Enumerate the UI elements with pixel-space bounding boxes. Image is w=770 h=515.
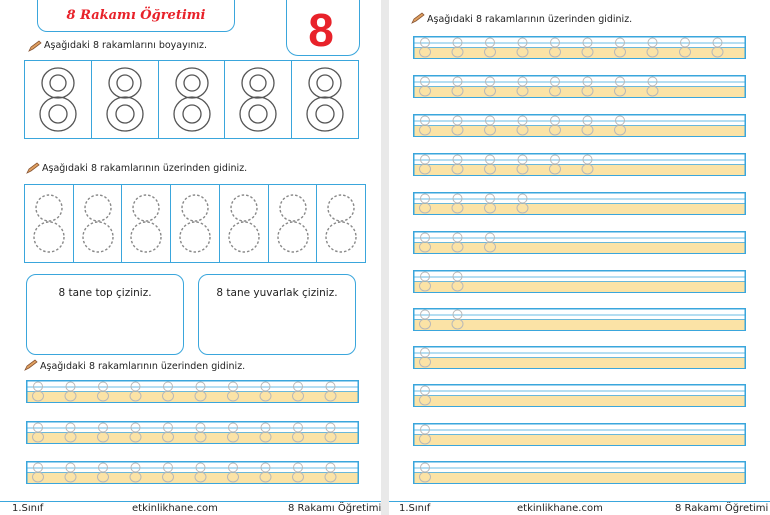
footer-right: 8 Rakamı Öğretimi bbox=[288, 503, 381, 514]
big-eight-row bbox=[24, 60, 359, 139]
instruction-trace-page2: Aşağıdaki 8 rakamlarının üzerinden gidiniz. bbox=[427, 14, 633, 25]
tracing-row[interactable] bbox=[26, 380, 359, 403]
instruction-trace-2: Aşağıdaki 8 rakamlarının üzerinden gidiniz. bbox=[40, 361, 246, 372]
tracing-row[interactable] bbox=[413, 270, 746, 293]
digit-display-box bbox=[286, 0, 360, 56]
tracing-row[interactable] bbox=[413, 384, 746, 407]
big-eight-cell[interactable] bbox=[25, 61, 92, 138]
big-eight-cell[interactable] bbox=[292, 61, 358, 138]
footer-left: 1.Sınıf bbox=[12, 503, 44, 514]
task-box-ball[interactable] bbox=[26, 274, 184, 355]
tracing-row[interactable] bbox=[413, 231, 746, 254]
big-eight-cell[interactable] bbox=[225, 61, 292, 138]
digit-display: 8 bbox=[308, 4, 334, 56]
footer-center: etkinlikhane.com bbox=[517, 503, 603, 514]
worksheet-page-2 bbox=[389, 0, 770, 515]
task-box-circle[interactable] bbox=[198, 274, 356, 355]
pencil-icon bbox=[24, 359, 38, 371]
pencil-icon bbox=[411, 12, 425, 24]
dotted-eight-cell[interactable] bbox=[171, 185, 220, 262]
dotted-eight-cell[interactable] bbox=[122, 185, 171, 262]
footer-right: 8 Rakamı Öğretimi bbox=[675, 503, 769, 514]
tracing-row[interactable] bbox=[413, 153, 746, 176]
worksheet-title bbox=[37, 0, 235, 32]
footer-divider bbox=[389, 501, 770, 502]
footer-divider bbox=[0, 501, 381, 502]
tracing-row[interactable] bbox=[26, 461, 359, 484]
pencil-icon bbox=[26, 162, 40, 174]
tracing-row[interactable] bbox=[413, 114, 746, 137]
tracing-row[interactable] bbox=[413, 192, 746, 215]
dotted-eight-row bbox=[24, 184, 366, 263]
dotted-eight-cell[interactable] bbox=[25, 185, 74, 262]
task-ball-text: 8 tane top çiziniz. bbox=[58, 287, 152, 299]
dotted-eight-cell[interactable] bbox=[220, 185, 269, 262]
tracing-row[interactable] bbox=[413, 308, 746, 331]
dotted-eight-cell[interactable] bbox=[317, 185, 365, 262]
footer-left: 1.Sınıf bbox=[399, 503, 431, 514]
tracing-row[interactable] bbox=[413, 346, 746, 369]
pencil-icon bbox=[28, 40, 42, 52]
big-eight-cell[interactable] bbox=[92, 61, 159, 138]
tracing-row[interactable] bbox=[413, 423, 746, 446]
footer-center: etkinlikhane.com bbox=[132, 503, 218, 514]
dotted-eight-cell[interactable] bbox=[74, 185, 123, 262]
tracing-row[interactable] bbox=[413, 36, 746, 59]
worksheet-page-1 bbox=[0, 0, 381, 515]
tracing-row[interactable] bbox=[413, 461, 746, 484]
instruction-trace-1: Aşağıdaki 8 rakamlarının üzerinden gidiniz. bbox=[42, 163, 248, 174]
worksheet-title-text: 8 Rakamı Öğretimi bbox=[66, 8, 206, 23]
instruction-color: Aşağıdaki 8 rakamlarını boyayınız. bbox=[44, 40, 208, 51]
dotted-eight-cell[interactable] bbox=[269, 185, 318, 262]
tracing-row[interactable] bbox=[413, 75, 746, 98]
big-eight-cell[interactable] bbox=[159, 61, 226, 138]
task-circle-text: 8 tane yuvarlak çiziniz. bbox=[216, 287, 338, 299]
tracing-row[interactable] bbox=[26, 421, 359, 444]
